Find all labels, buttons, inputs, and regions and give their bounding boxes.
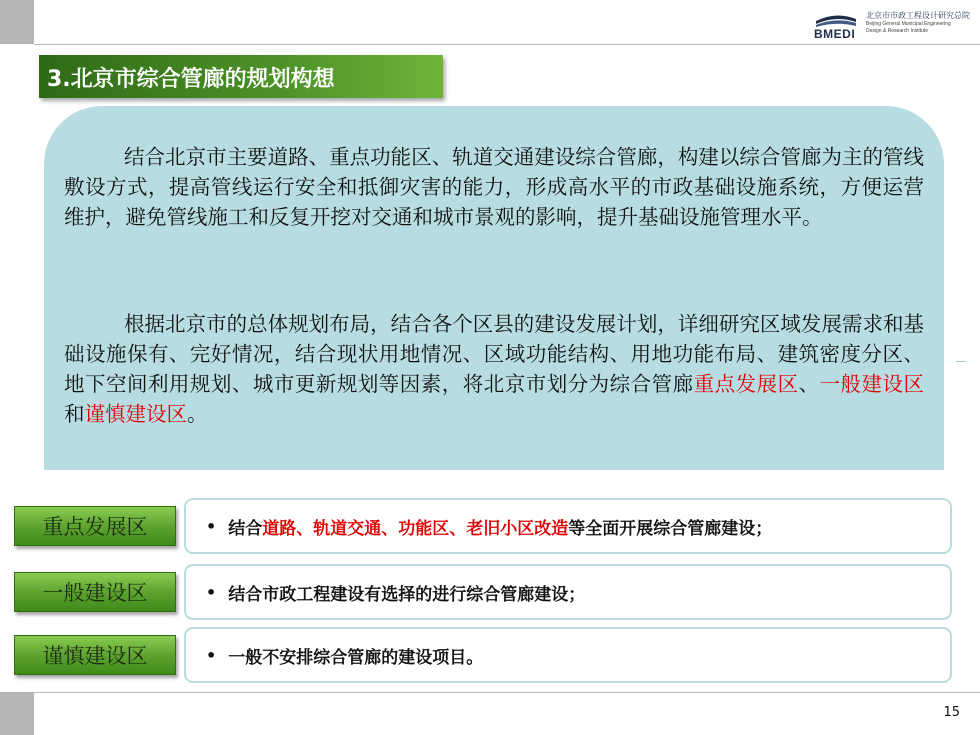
corner-decoration-top — [0, 0, 34, 44]
zone-row-key — [14, 498, 954, 552]
zone-description-general — [184, 564, 952, 620]
paragraph-1 — [64, 142, 924, 232]
zone-label-general — [14, 572, 176, 612]
logo-mark — [812, 9, 860, 41]
desc-post: 等全面开展综合管廊建设； — [568, 518, 773, 539]
paragraph-1-text: 结合北京市主要道路、重点功能区、轨道交通建设综合管廊，构建以综合管廊为主的管线敷设方式，提高管线运行安全和抵御灾害的能力，形成高水平的市政基础设施系统，方便运营维护，避免管线施工和反复开挖对交通和城市景观的影响，提升基础设施管理水平。 — [64, 145, 924, 229]
zone-description-key — [184, 498, 952, 554]
zone-description-text: 结合市政工程建设有选择的进行综合管廊建设； — [228, 584, 586, 605]
bullet-icon: • — [206, 582, 217, 602]
zone-label-text: 一般建设区 — [42, 581, 148, 605]
zone-description-cautious — [184, 627, 952, 683]
paragraph-2 — [64, 309, 924, 429]
footer-divider — [34, 692, 980, 693]
zone-description-text — [228, 514, 772, 539]
logo-en-1: Beijing General Municipal Engineering — [866, 21, 951, 27]
page-number: 15 — [943, 705, 960, 720]
zone-label-text: 谨慎建设区 — [42, 644, 148, 668]
logo-cn: 北京市市政工程设计研究总院 — [866, 11, 970, 20]
logo-caption — [866, 11, 970, 35]
zone-description-text: 一般不安排综合管廊的建设项目。 — [228, 647, 484, 668]
zone-name-general: 一般建设区 — [819, 372, 925, 396]
paragraph-2-end: 。 — [187, 402, 208, 426]
slide-title: 3.北京市综合管廊的规划构想 — [47, 67, 335, 92]
desc-highlight: 道路、轨道交通、功能区、老旧小区改造 — [262, 518, 569, 539]
corner-decoration-bottom — [0, 692, 34, 735]
separator-1: 、 — [798, 372, 820, 396]
desc-pre: 结合 — [228, 518, 263, 539]
institute-logo — [812, 9, 972, 41]
side-dash — [956, 361, 966, 362]
bullet-icon: • — [206, 516, 217, 536]
zone-name-cautious: 谨慎建设区 — [84, 402, 187, 426]
separator-2: 和 — [64, 402, 85, 426]
zone-label-cautious — [14, 635, 176, 675]
zone-label-text: 重点发展区 — [42, 515, 148, 539]
header-divider — [34, 44, 980, 45]
zone-row-general — [14, 564, 954, 618]
slide-title-box — [39, 55, 443, 98]
zone-label-key — [14, 506, 176, 546]
logo-arc-icon — [814, 11, 858, 27]
zone-name-key: 重点发展区 — [693, 372, 799, 396]
logo-en-2: Design & Research Institute — [866, 28, 928, 34]
content-panel — [44, 106, 944, 470]
paragraph-2-lead: 根据北京市的总体规划布局，结合各个区县的建设发展计划，详细研究区域发展需求和基础设施保有、完好情况，结合现状用地情况、区域功能结构、用地功能布局、建筑密度分区、地下空间利用规划、城市更新规划等因素，将北京市划分为综合管廊 — [64, 312, 924, 396]
bullet-icon: • — [206, 645, 217, 665]
logo-name: BMEDI — [814, 27, 856, 41]
zone-row-cautious — [14, 627, 954, 681]
